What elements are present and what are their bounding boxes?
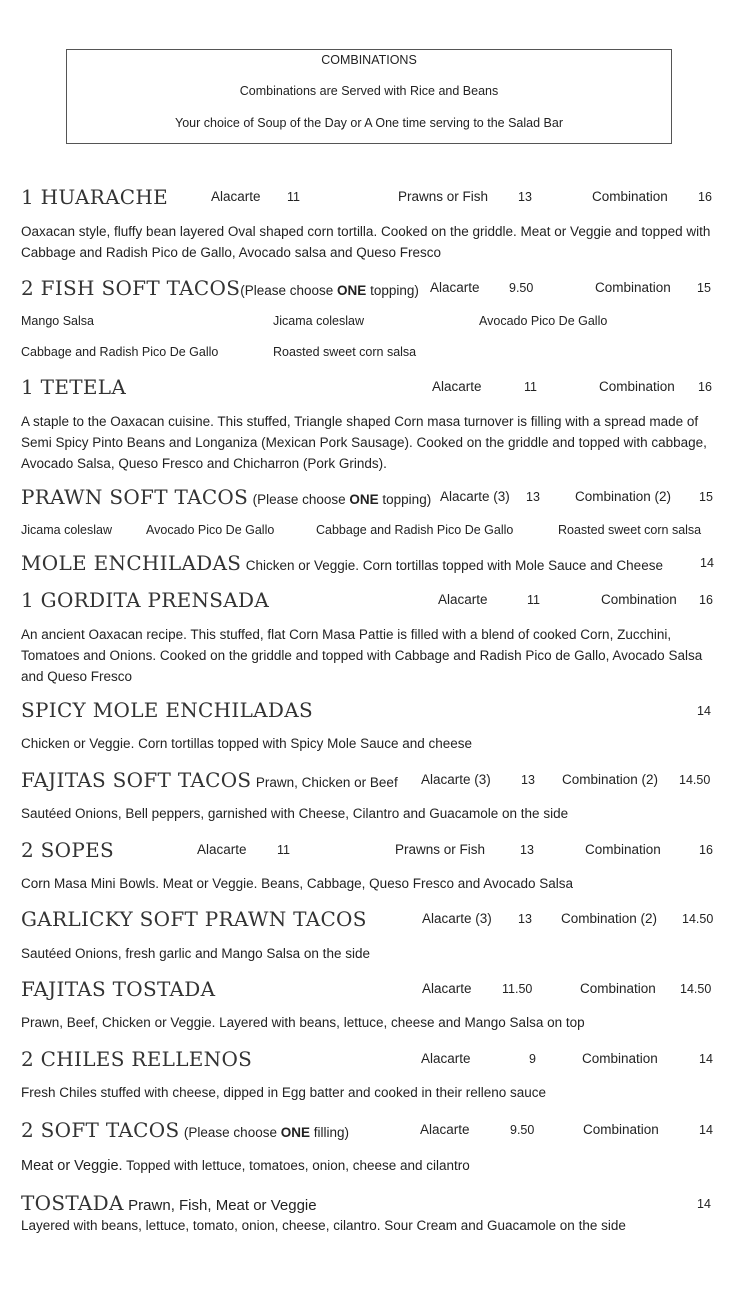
tostada-price: 14 bbox=[697, 1197, 711, 1211]
soft-tacos-note: (Please choose ONE filling) bbox=[183, 1125, 349, 1140]
soft-tacos-description: Meat or Veggie. Topped with lettuce, tomatoes, onion, cheese and cilantro bbox=[21, 1158, 470, 1174]
fajitas-tacos-combo-price: 14.50 bbox=[679, 773, 711, 787]
rellenos-combo-price: 14 bbox=[699, 1052, 713, 1066]
sopes-alacarte-label: Alacarte bbox=[197, 842, 247, 857]
huarache-description: Oaxacan style, fluffy bean layered Oval shaped corn tortilla. Cooked on the griddle. Meat or Veggie and topped with Cabbage and Radish Pico de Gallo, Avocado salsa and Queso Fresco bbox=[21, 224, 711, 260]
fajitas-tacos-combo-label: Combination (2) bbox=[562, 772, 659, 787]
fish-tacos-heading bbox=[21, 276, 419, 300]
gordita-alacarte-price: 11 bbox=[527, 593, 540, 607]
fish-topping-corn: Roasted sweet corn salsa bbox=[273, 345, 417, 359]
rellenos-alacarte-label: Alacarte bbox=[421, 1051, 471, 1066]
fish-tacos-note: (Please choose ONE topping) bbox=[240, 283, 419, 298]
fajitas-tostada-title: FAJITAS TOSTADA bbox=[21, 977, 216, 1001]
tostada-proteins: Prawn, Fish, Meat or Veggie bbox=[128, 1197, 317, 1214]
rellenos-alacarte-price: 9 bbox=[529, 1052, 536, 1066]
fajitas-tostada-combo-label: Combination bbox=[580, 981, 656, 996]
prawn-topping-jicama: Jicama coleslaw bbox=[21, 523, 113, 537]
fish-tacos-alacarte-price: 9.50 bbox=[509, 281, 534, 295]
fajitas-tostada-alacarte-price: 11.50 bbox=[502, 982, 533, 996]
tetela-title: 1 TETELA bbox=[21, 375, 127, 399]
prawn-topping-cabbage: Cabbage and Radish Pico De Gallo bbox=[316, 523, 514, 537]
tetela-description: A staple to the Oaxacan cuisine. This stuffed, Triangle shaped Corn masa turnover is filling with a spread made of Semi Spicy Pinto Beans and Longaniza (Mexican Pork Sausage). Cooked on the griddle and topped with cabbage, Avocado Salsa, Queso Fresco and Chicharron (Pork Grinds). bbox=[21, 414, 707, 471]
prawn-topping-avocado: Avocado Pico De Gallo bbox=[146, 523, 275, 537]
prawn-tacos-combo-label: Combination (2) bbox=[575, 489, 672, 504]
combinations-box bbox=[66, 49, 672, 144]
garlicky-description: Sautéed Onions, fresh garlic and Mango Salsa on the side bbox=[21, 946, 370, 961]
prawn-tacos-alacarte-label: Alacarte (3) bbox=[440, 489, 510, 504]
garlicky-combo-label: Combination (2) bbox=[561, 911, 658, 926]
rellenos-description: Fresh Chiles stuffed with cheese, dipped in Egg batter and cooked in their relleno sauce bbox=[21, 1085, 547, 1100]
mole-title: MOLE ENCHILADAS bbox=[21, 551, 242, 575]
sopes-prawns-price: 13 bbox=[520, 843, 534, 857]
sopes-alacarte-price: 11 bbox=[277, 843, 290, 857]
sopes-combo-price: 16 bbox=[699, 843, 713, 857]
garlicky-combo-price: 14.50 bbox=[682, 912, 714, 926]
tetela-combo-price: 16 bbox=[698, 380, 712, 394]
tetela-combo-label: Combination bbox=[599, 379, 675, 394]
gordita-title: 1 GORDITA PRENSADA bbox=[21, 588, 270, 612]
tetela-alacarte-price: 11 bbox=[524, 380, 537, 394]
huarache-alacarte-price: 11 bbox=[287, 190, 300, 204]
fajitas-tacos-alacarte-price: 13 bbox=[521, 773, 535, 787]
huarache-prawns-price: 13 bbox=[518, 190, 532, 204]
fish-tacos-combo-price: 15 bbox=[697, 281, 711, 295]
spicy-mole-title: SPICY MOLE ENCHILADAS bbox=[21, 698, 313, 722]
fajitas-tacos-heading bbox=[21, 768, 398, 792]
fish-topping-mango: Mango Salsa bbox=[21, 314, 94, 328]
rellenos-title: 2 CHILES RELLENOS bbox=[21, 1047, 253, 1071]
mole-price: 14 bbox=[700, 556, 714, 570]
mole-description: Chicken or Veggie. Corn tortillas topped with Mole Sauce and Cheese bbox=[245, 558, 663, 573]
soft-tacos-heading bbox=[21, 1118, 349, 1142]
soft-tacos-combo-label: Combination bbox=[583, 1122, 659, 1137]
fajitas-tostada-description: Prawn, Beef, Chicken or Veggie. Layered with beans, lettuce, cheese and Mango Salsa on top bbox=[21, 1015, 585, 1030]
rellenos-combo-label: Combination bbox=[582, 1051, 658, 1066]
combinations-rice-beans: Combinations are Served with Rice and Beans bbox=[239, 84, 499, 98]
fajitas-tacos-title: FAJITAS SOFT TACOS bbox=[21, 768, 252, 792]
fish-tacos-title: 2 FISH SOFT TACOS bbox=[21, 276, 241, 300]
tetela-alacarte-label: Alacarte bbox=[432, 379, 482, 394]
gordita-combo-price: 16 bbox=[699, 593, 713, 607]
prawn-tacos-heading bbox=[21, 485, 431, 509]
sopes-title: 2 SOPES bbox=[21, 838, 115, 862]
fish-topping-cabbage: Cabbage and Radish Pico De Gallo bbox=[21, 345, 219, 359]
huarache-title: 1 HUARACHE bbox=[21, 185, 169, 209]
prawn-tacos-alacarte-price: 13 bbox=[526, 490, 540, 504]
prawn-topping-corn: Roasted sweet corn salsa bbox=[558, 523, 702, 537]
soft-tacos-alacarte-price: 9.50 bbox=[510, 1123, 535, 1137]
fajitas-tostada-combo-price: 14.50 bbox=[680, 982, 712, 996]
prawn-tacos-note: (Please choose ONE topping) bbox=[252, 492, 432, 507]
fish-topping-jicama: Jicama coleslaw bbox=[273, 314, 365, 328]
fajitas-tacos-alacarte-label: Alacarte (3) bbox=[421, 772, 491, 787]
combinations-title: COMBINATIONS bbox=[321, 53, 417, 67]
sopes-combo-label: Combination bbox=[585, 842, 661, 857]
garlicky-title: GARLICKY SOFT PRAWN TACOS bbox=[21, 907, 367, 931]
spicy-mole-description: Chicken or Veggie. Corn tortillas topped with Spicy Mole Sauce and cheese bbox=[21, 736, 473, 751]
tostada-description: Layered with beans, lettuce, tomato, onion, cheese, cilantro. Sour Cream and Guacamole on the side bbox=[21, 1218, 626, 1233]
fajitas-tacos-proteins: Prawn, Chicken or Beef bbox=[255, 775, 398, 790]
tostada-title: TOSTADA bbox=[21, 1191, 124, 1215]
soft-tacos-alacarte-label: Alacarte bbox=[420, 1122, 470, 1137]
garlicky-alacarte-label: Alacarte (3) bbox=[422, 911, 492, 926]
prawn-tacos-title: PRAWN SOFT TACOS bbox=[21, 485, 249, 509]
fish-topping-avocado: Avocado Pico De Gallo bbox=[479, 314, 608, 328]
combinations-soup-salad: Your choice of Soup of the Day or A One time serving to the Salad Bar bbox=[175, 116, 563, 130]
gordita-alacarte-label: Alacarte bbox=[438, 592, 488, 607]
huarache-alacarte-label: Alacarte bbox=[211, 189, 261, 204]
gordita-combo-label: Combination bbox=[601, 592, 677, 607]
tostada-heading bbox=[21, 1191, 317, 1215]
spicy-mole-price: 14 bbox=[697, 704, 711, 718]
fish-tacos-combo-label: Combination bbox=[595, 280, 671, 295]
soft-tacos-combo-price: 14 bbox=[699, 1123, 713, 1137]
fajitas-tacos-description: Sautéed Onions, Bell peppers, garnished with Cheese, Cilantro and Guacamole on the side bbox=[21, 806, 569, 821]
fish-tacos-alacarte-label: Alacarte bbox=[430, 280, 480, 295]
mole-heading bbox=[21, 551, 663, 575]
soft-tacos-title: 2 SOFT TACOS bbox=[21, 1118, 180, 1142]
fajitas-tostada-alacarte-label: Alacarte bbox=[422, 981, 472, 996]
garlicky-alacarte-price: 13 bbox=[518, 912, 532, 926]
sopes-prawns-label: Prawns or Fish bbox=[395, 842, 486, 857]
gordita-description: An ancient Oaxacan recipe. This stuffed, flat Corn Masa Pattie is filled with a blend of cooked Corn, Zucchini, Tomatoes and Onions. Cooked on the griddle and topped with Cabbage and Radish Pico de Gallo, Avocado Salsa and Queso Fresco bbox=[21, 627, 703, 684]
prawn-tacos-combo-price: 15 bbox=[699, 490, 713, 504]
huarache-prawns-label: Prawns or Fish bbox=[398, 189, 489, 204]
sopes-description: Corn Masa Mini Bowls. Meat or Veggie. Beans, Cabbage, Queso Fresco and Avocado Salsa bbox=[21, 876, 574, 891]
huarache-combo-price: 16 bbox=[698, 190, 712, 204]
huarache-combo-label: Combination bbox=[592, 189, 668, 204]
